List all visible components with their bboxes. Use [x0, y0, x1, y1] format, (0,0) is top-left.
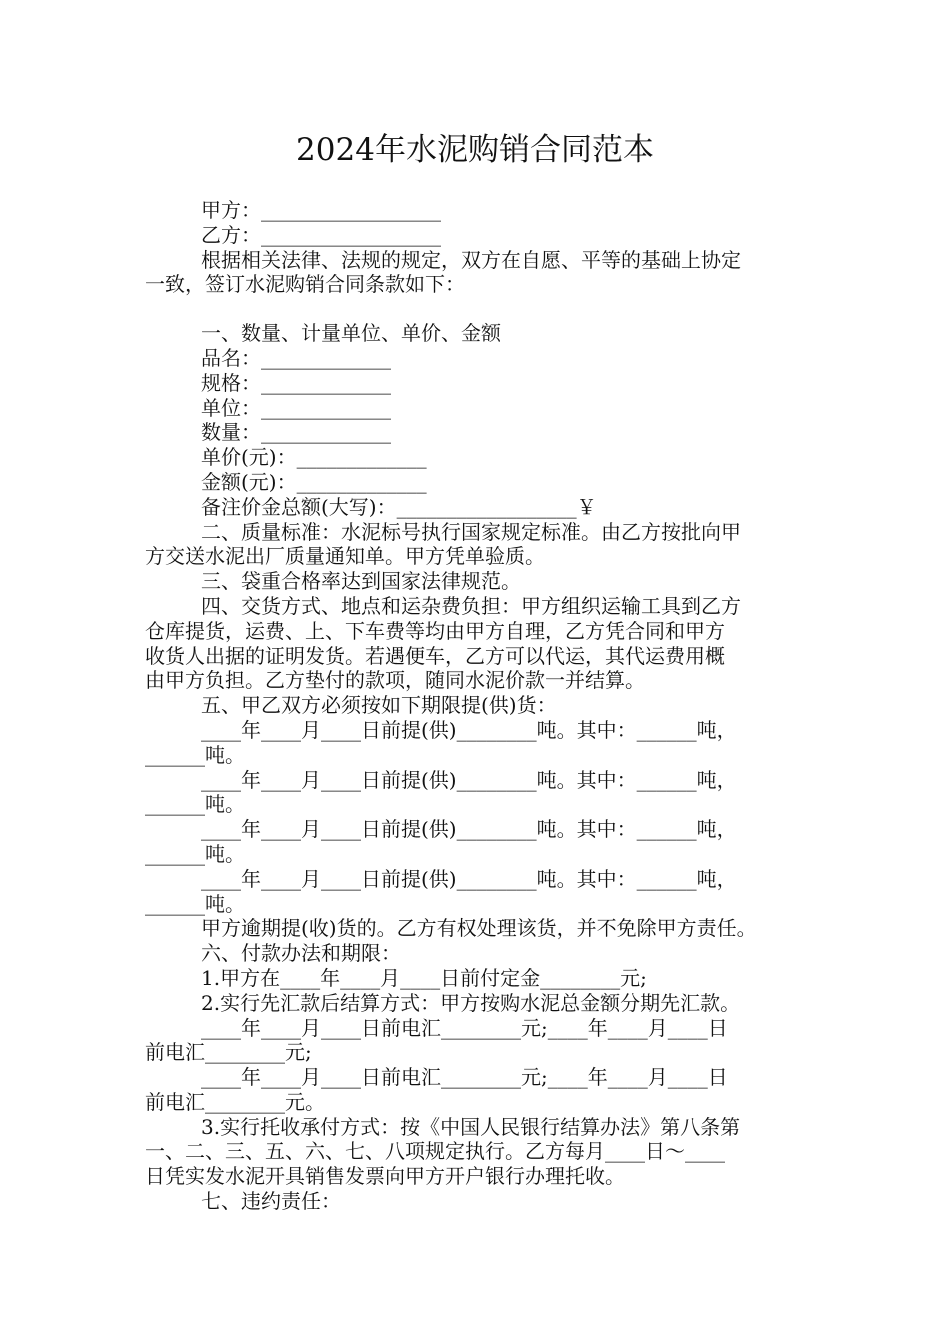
section-7-heading: 七、违约责任：	[201, 1189, 341, 1214]
specification-field: 规格：_____________	[201, 370, 391, 395]
collection-clause: 一、二、三、五、六、七、八项规定执行。乙方每月____日～____	[145, 1139, 725, 1164]
product-name-field: 品名：_____________	[201, 345, 391, 370]
wire-transfer-line: ____年____月____日前电汇________元;____年____月____日	[201, 1065, 728, 1090]
quantity-field: 数量：_____________	[201, 420, 391, 445]
section-5-heading: 五、甲乙双方必须按如下期限提(供)货：	[201, 693, 557, 718]
delivery-schedule-line: ____年____月____日前提(供)________吨。其中：______吨，	[201, 717, 737, 742]
party-b-line: 乙方：__________________	[201, 222, 441, 247]
document-title: 2024年水泥购销合同范本	[296, 132, 654, 168]
delivery-schedule-line: ____年____月____日前提(供)________吨。其中：______吨，	[201, 767, 737, 792]
prepayment-clause: 2.实行先汇款后结算方式：甲方按购水泥总金额分期先汇款。	[201, 990, 741, 1015]
preamble-line: 一致，签订水泥购销合同条款如下：	[145, 272, 465, 297]
preamble-line: 根据相关法律、法规的规定，双方在自愿、平等的基础上协定	[201, 247, 741, 272]
unit-field: 单位：_____________	[201, 395, 391, 420]
unit-price-field: 单价(元)：_____________	[201, 445, 427, 470]
section-2-line: 方交送水泥出厂质量通知单。甲方凭单验质。	[145, 544, 545, 569]
late-pickup-clause: 甲方逾期提(收)货的。乙方有权处理该货，并不免除甲方责任。	[201, 916, 757, 941]
delivery-schedule-line: ____年____月____日前提(供)________吨。其中：______吨，	[201, 817, 737, 842]
section-4-line: 仓库提货，运费、上、下车费等均由甲方自理，乙方凭合同和甲方	[145, 618, 725, 643]
wire-transfer-line: ____年____月____日前电汇________元;____年____月____日	[201, 1015, 728, 1040]
section-4-line: 收货人出据的证明发货。若遇便车，乙方可以代运，其代运费用概	[145, 643, 725, 668]
party-a-line: 甲方：__________________	[201, 198, 441, 222]
total-amount-field: 备注价金总额(大写)：__________________￥	[201, 494, 597, 519]
amount-field: 金额(元)：_____________	[201, 469, 427, 494]
section-4-line: 四、交货方式、地点和运杂费负担：甲方组织运输工具到乙方	[201, 593, 741, 618]
delivery-schedule-line: ____年____月____日前提(供)________吨。其中：______吨，	[201, 866, 737, 891]
document-body	[145, 198, 825, 1214]
section-4-line: 由甲方负担。乙方垫付的款项，随同水泥价款一并结算。	[145, 668, 645, 693]
wire-transfer-line: 前电汇________元;	[145, 1040, 312, 1065]
delivery-schedule-line: ______吨。	[145, 891, 245, 916]
delivery-schedule-line: ______吨。	[145, 841, 245, 866]
collection-clause: 3.实行托收承付方式：按《中国人民银行结算办法》第八条第	[201, 1114, 741, 1139]
delivery-schedule-line: ______吨。	[145, 742, 245, 767]
section-3-line: 三、袋重合格率达到国家法律规范。	[201, 569, 521, 594]
section-1-heading: 一、数量、计量单位、单价、金额	[201, 321, 501, 346]
wire-transfer-line: 前电汇________元。	[145, 1089, 325, 1114]
blank-line	[145, 297, 825, 321]
collection-clause: 日凭实发水泥开具销售发票向甲方开户银行办理托收。	[145, 1164, 625, 1189]
delivery-schedule-line: ______吨。	[145, 792, 245, 817]
section-2-line: 二、质量标准：水泥标号执行国家规定标准。由乙方按批向甲	[201, 519, 741, 544]
section-6-heading: 六、付款办法和期限：	[201, 941, 401, 966]
deposit-clause: 1.甲方在____年____月____日前付定金________元;	[201, 965, 647, 990]
